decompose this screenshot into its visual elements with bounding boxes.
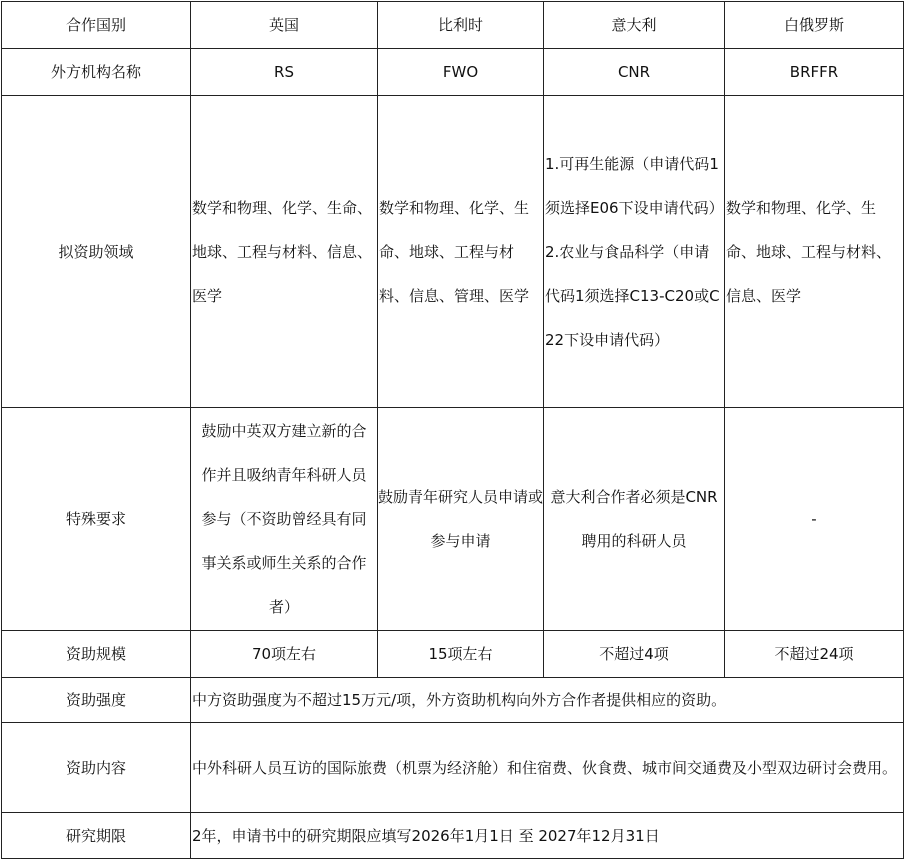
content-label-cell: 资助内容 bbox=[2, 723, 191, 813]
agency-row bbox=[2, 49, 904, 96]
agency-italy-cell: CNR bbox=[544, 49, 725, 96]
fields-uk-cell: 数学和物理、化学、生命、地球、工程与材料、信息、医学 bbox=[191, 96, 378, 408]
scale-uk-cell: 70项左右 bbox=[191, 631, 378, 678]
header-row bbox=[2, 2, 904, 49]
agency-uk-cell: RS bbox=[191, 49, 378, 96]
scale-row bbox=[2, 631, 904, 678]
fields-row bbox=[2, 96, 904, 408]
country-belgium-cell: 比利时 bbox=[378, 2, 544, 49]
agency-belarus-cell: BRFFR bbox=[725, 49, 904, 96]
fields-italy-item-1: 1.可再生能源（申请代码1须选择E06下设申请代码） bbox=[545, 154, 724, 217]
period-label-cell: 研究期限 bbox=[2, 813, 191, 859]
scale-italy-cell: 不超过4项 bbox=[544, 631, 725, 678]
fields-italy-item-2: 2.农业与食品科学（申请代码1须选择C13-C20或C22下设申请代码） bbox=[545, 242, 720, 349]
fields-belgium-cell: 数学和物理、化学、生命、地球、工程与材料、信息、管理、医学 bbox=[378, 96, 544, 408]
scale-belarus-cell: 不超过24项 bbox=[725, 631, 904, 678]
special-row bbox=[2, 408, 904, 631]
funding-table bbox=[1, 1, 904, 859]
intensity-value-cell: 中方资助强度为不超过15万元/项，外方资助机构向外方合作者提供相应的资助。 bbox=[191, 678, 904, 723]
scale-label-cell: 资助规模 bbox=[2, 631, 191, 678]
intensity-row bbox=[2, 678, 904, 723]
fields-belarus-cell: 数学和物理、化学、生命、地球、工程与材料、信息、医学 bbox=[725, 96, 904, 408]
country-uk-cell: 英国 bbox=[191, 2, 378, 49]
intensity-label-cell: 资助强度 bbox=[2, 678, 191, 723]
header-label-cell: 合作国别 bbox=[2, 2, 191, 49]
country-italy-cell: 意大利 bbox=[544, 2, 725, 49]
special-belgium-cell: 鼓励青年研究人员申请或参与申请 bbox=[378, 408, 544, 631]
special-italy-cell: 意大利合作者必须是CNR聘用的科研人员 bbox=[544, 408, 725, 631]
fields-label-cell: 拟资助领域 bbox=[2, 96, 191, 408]
agency-belgium-cell: FWO bbox=[378, 49, 544, 96]
special-label-cell: 特殊要求 bbox=[2, 408, 191, 631]
agency-label-cell: 外方机构名称 bbox=[2, 49, 191, 96]
fields-italy-cell bbox=[544, 96, 725, 408]
period-row bbox=[2, 813, 904, 859]
special-belarus-cell: - bbox=[725, 408, 904, 631]
period-value-cell: 2年，申请书中的研究期限应填写2026年1月1日 至 2027年12月31日 bbox=[191, 813, 904, 859]
content-row bbox=[2, 723, 904, 813]
special-uk-cell: 鼓励中英双方建立新的合作并且吸纳青年科研人员参与（不资助曾经具有同事关系或师生关系的合作者） bbox=[191, 408, 378, 631]
content-value-cell: 中外科研人员互访的国际旅费（机票为经济舱）和住宿费、伙食费、城市间交通费及小型双边研讨会费用。 bbox=[191, 723, 904, 813]
country-belarus-cell: 白俄罗斯 bbox=[725, 2, 904, 49]
scale-belgium-cell: 15项左右 bbox=[378, 631, 544, 678]
